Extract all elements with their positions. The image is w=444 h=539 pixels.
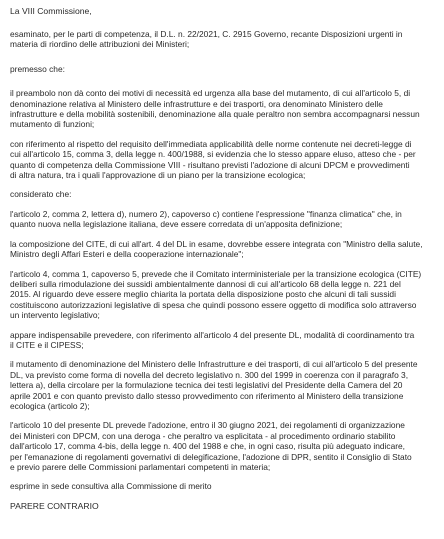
text-line: materia di riordino delle attribuzioni dei Ministeri; bbox=[10, 39, 190, 50]
paragraph-premesso bbox=[10, 64, 436, 74]
text-line: denominazione relativa al Ministero delle infrastrutture e dei trasporti, ora denominato Ministero delle bbox=[10, 98, 383, 109]
text-line: dei Ministeri con DPCM, con una deroga - che peraltro va esplicitata - al procedimento ordinario stabilito bbox=[10, 430, 396, 441]
text-line: per l'emanazione di regolamenti governativi di delegificazione, l'adozione di DPR, sentito il Consiglio di Stato bbox=[10, 451, 412, 462]
paragraph-articolo-10 bbox=[10, 420, 436, 472]
text-line: quanto di competenza della Commissione VIII - risultano previsti l'adozione di alcuni DPCM e provvedimenti bbox=[10, 159, 410, 170]
paragraph-mutamento-denominazione bbox=[10, 359, 436, 411]
text-line: l'articolo 2, comma 2, lettera d), numero 2), capoverso c) contiene l'espressione "finanza climatica" che, in bbox=[10, 208, 402, 219]
paragraph-finanza-climatica bbox=[10, 209, 436, 230]
text-line: costituiscono autorizzazioni legislative di spesa che quindi possono essere oggetto di modifica solo attraverso bbox=[10, 299, 417, 310]
text-line: 2015. Al riguardo deve essere meglio chiarita la portata della disposizione posto che alcuni di tali sussidi bbox=[10, 289, 396, 300]
text-line: dall'articolo 17, comma 4-bis, della legge n. 400 del 1988 e che, in ogni caso, risulta più adeguato indicare, bbox=[10, 441, 406, 452]
text-line: con riferimento al rispetto del requisito dell'immediata applicabilità delle norme contenute nei decreti-legge di bbox=[10, 138, 412, 149]
text-line: lettera a), della circolare per la formulazione tecnica dei testi legislativi del Presidente della Camera del 20 bbox=[10, 380, 403, 391]
text-line: l'articolo 10 del presente DL prevede l'adozione, entro il 30 giugno 2021, dei regolamenti di organizzazione bbox=[10, 420, 405, 431]
paragraph-preambolo bbox=[10, 88, 436, 130]
text-line: di altra natura, tra i quali l'approvazione di un piano per la transizione ecologica; bbox=[10, 170, 306, 181]
text-line: la composizione del CITE, di cui all'art. 4 del DL in esame, dovrebbe essere integrata con "Ministro della salute, bbox=[10, 238, 423, 249]
paragraph-esaminato bbox=[10, 29, 436, 50]
text-line: considerato che: bbox=[10, 189, 72, 200]
text-line: l'articolo 4, comma 1, capoverso 5, prevede che il Comitato interministeriale per la transizione ecologica (CITE) bbox=[10, 268, 422, 279]
paragraph-articolo-4 bbox=[10, 269, 436, 321]
text-line: e previo parere delle Commissioni parlamentari competenti in materia; bbox=[10, 462, 271, 472]
paragraph-coordinamento bbox=[10, 330, 436, 351]
text-line: mutamento di funzioni; bbox=[10, 119, 95, 130]
text-line: aprile 2001 e con quanto previsto dallo stesso provvedimento con riferimento al Ministero della transizione bbox=[10, 390, 404, 401]
text-line: il CITE e il CIPESS; bbox=[10, 339, 84, 350]
opinion-verdict: PARERE CONTRARIO bbox=[10, 500, 99, 511]
text-line: infrastrutture e della mobilità sostenibili, denominazione alla quale peraltro non sembra accompagnarsi nessun bbox=[10, 109, 420, 120]
text-line: deliberi sulla rimodulazione dei sussidi ambientalmente dannosi di cui all'articolo 68 della legge n. 221 del bbox=[10, 278, 401, 289]
text-line: il preambolo non dà conto dei motivi di necessità ed urgenza alla base del mutamento, di cui all'articolo 5, di bbox=[10, 88, 411, 99]
text-line: il mutamento di denominazione del Ministero delle Infrastrutture e dei trasporti, di cui all'articolo 5 del presente bbox=[10, 359, 418, 370]
text-line: Ministro degli Affari Esteri e della cooperazione internazionale"; bbox=[10, 249, 244, 260]
paragraph-requisito bbox=[10, 139, 436, 181]
text-line: premesso che: bbox=[10, 63, 65, 74]
text-line: quanto nuova nella legislazione italiana, deve essere corredata di un'apposita definizione; bbox=[10, 219, 343, 230]
text-line: appare indispensabile prevedere, con riferimento all'articolo 4 del presente DL, modalità di coordinamento tra bbox=[10, 329, 415, 340]
paragraph-composizione-cite bbox=[10, 239, 436, 260]
text-line: ecologica (articolo 2); bbox=[10, 400, 90, 411]
text-line: un intervento legislativo; bbox=[10, 310, 100, 321]
paragraph-considerato bbox=[10, 189, 436, 199]
document-heading: La VIII Commissione, bbox=[10, 6, 92, 16]
paragraph-esprime bbox=[10, 481, 436, 491]
text-line: esaminato, per le parti di competenza, il D.L. n. 22/2021, C. 2915 Governo, recante Disposizioni urgenti in bbox=[10, 29, 403, 39]
text-line: cui all'articolo 15, comma 3, della legge n. 400/1988, si evidenzia che lo stesso appare eluso, atteso che - per bbox=[10, 149, 416, 160]
text-line: esprime in sede consultiva alla Commissione di merito bbox=[10, 481, 212, 492]
text-line: DL, va previsto come forma di novella del decreto legislativo n. 300 del 1999 in coerenza con il paragrafo 3, bbox=[10, 369, 409, 380]
